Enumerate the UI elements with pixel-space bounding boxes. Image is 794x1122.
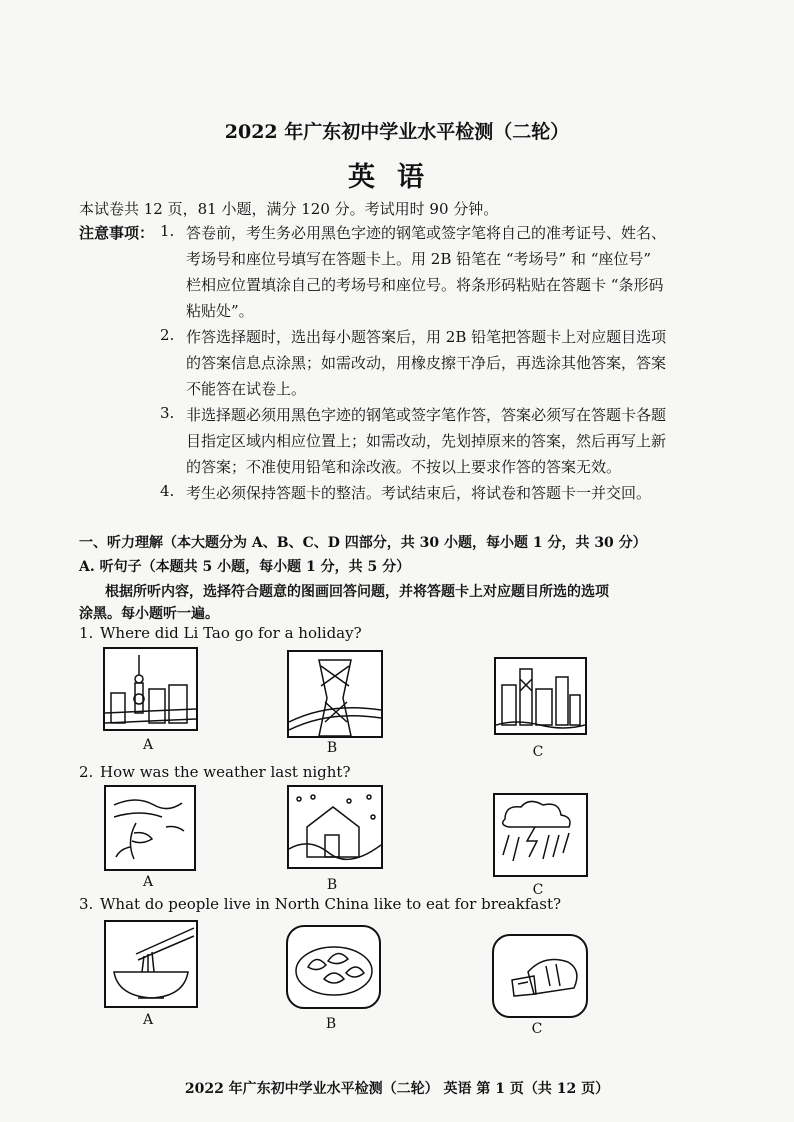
note-line: 答卷前，考生务必用黑色字迹的钢笔或签字笔将自己的准考证号、姓名、 — [186, 224, 667, 242]
option-label: C — [532, 744, 544, 760]
part-a-heading: A. 听句子（本题共 5 小题，每小题 1 分，共 5 分） — [79, 559, 411, 575]
option-label: C — [532, 882, 544, 898]
hong-kong-skyline-picture — [494, 657, 587, 735]
option-label: A — [142, 874, 154, 890]
option-label: B — [326, 877, 338, 893]
note-line: 目指定区域内相应位置上；如需改动，先划掉原来的答案，然后再写上新 — [186, 432, 667, 450]
note-line: 的答案信息点涂黑；如需改动，用橡皮擦干净后，再选涂其他答案，答案 — [186, 354, 667, 372]
option-label: C — [531, 1021, 543, 1037]
bird-nest-stadium-picture — [287, 650, 383, 738]
rainy-stormy-picture — [493, 793, 588, 877]
page-title: 2022 年广东初中学业水平检测（二轮） — [224, 121, 570, 143]
page-footer: 2022 年广东初中学业水平检测（二轮） 英语 第 1 页（共 12 页） — [184, 1081, 610, 1097]
shanghai-skyline-picture — [103, 647, 198, 731]
note-number: 1. — [160, 222, 175, 240]
exam-intro: 本试卷共 12 页，81 小题，满分 120 分。考试用时 90 分钟。 — [79, 200, 499, 218]
note-number: 3. — [160, 404, 175, 422]
question-text: Where did Li Tao go for a holiday? — [100, 624, 362, 642]
note-line: 非选择题必须用黑色字迹的钢笔或签字笔作答，答案必须写在答题卡各题 — [186, 406, 667, 424]
snowy-weather-picture — [287, 785, 383, 869]
option-label: B — [326, 740, 338, 756]
option-label: A — [142, 737, 154, 753]
question-number: 3. — [79, 895, 94, 913]
question-number: 1. — [79, 624, 94, 642]
option-label: A — [142, 1012, 154, 1028]
notes-heading: 注意事项： — [79, 224, 155, 242]
note-line: 考生必须保持答题卡的整洁。考试结束后，将试卷和答题卡一并交回。 — [186, 484, 652, 502]
note-line: 考场号和座位号填写在答题卡上。用 2B 铅笔在 “考场号” 和 “座位号” — [186, 250, 652, 268]
noodles-picture — [104, 920, 198, 1008]
note-line: 栏相应位置填涂自己的考场号和座位号。将条形码粘贴在答题卡 “条形码 — [186, 276, 664, 294]
note-line: 的答案；不准使用铅笔和涂改液。不按以上要求作答的答案无效。 — [186, 458, 622, 476]
question-text: How was the weather last night? — [100, 763, 351, 781]
question-number: 2. — [79, 763, 94, 781]
bread-loaf-picture — [492, 934, 588, 1018]
windy-weather-picture — [104, 785, 196, 871]
option-label: B — [325, 1016, 337, 1032]
note-number: 2. — [160, 326, 175, 344]
section-heading: 一、听力理解（本大题分为 A、B、C、D 四部分，共 30 小题，每小题 1 分，共 30 分） — [79, 535, 647, 551]
dumplings-picture — [286, 925, 381, 1009]
note-line: 作答选择题时，选出每小题答案后，用 2B 铅笔把答题卡上对应题目选项 — [186, 328, 667, 346]
note-number: 4. — [160, 482, 175, 500]
note-line: 粘贴处”。 — [186, 302, 254, 320]
instruction-line: 涂黑。每小题听一遍。 — [79, 606, 219, 622]
note-line: 不能答在试卷上。 — [186, 380, 307, 398]
question-text: What do people live in North China like to eat for breakfast? — [100, 895, 562, 913]
subject-heading: 英语 — [348, 162, 446, 193]
instruction-line: 根据所听内容，选择符合题意的图画回答问题，并将答题卡上对应题目所选的选项 — [105, 584, 609, 600]
